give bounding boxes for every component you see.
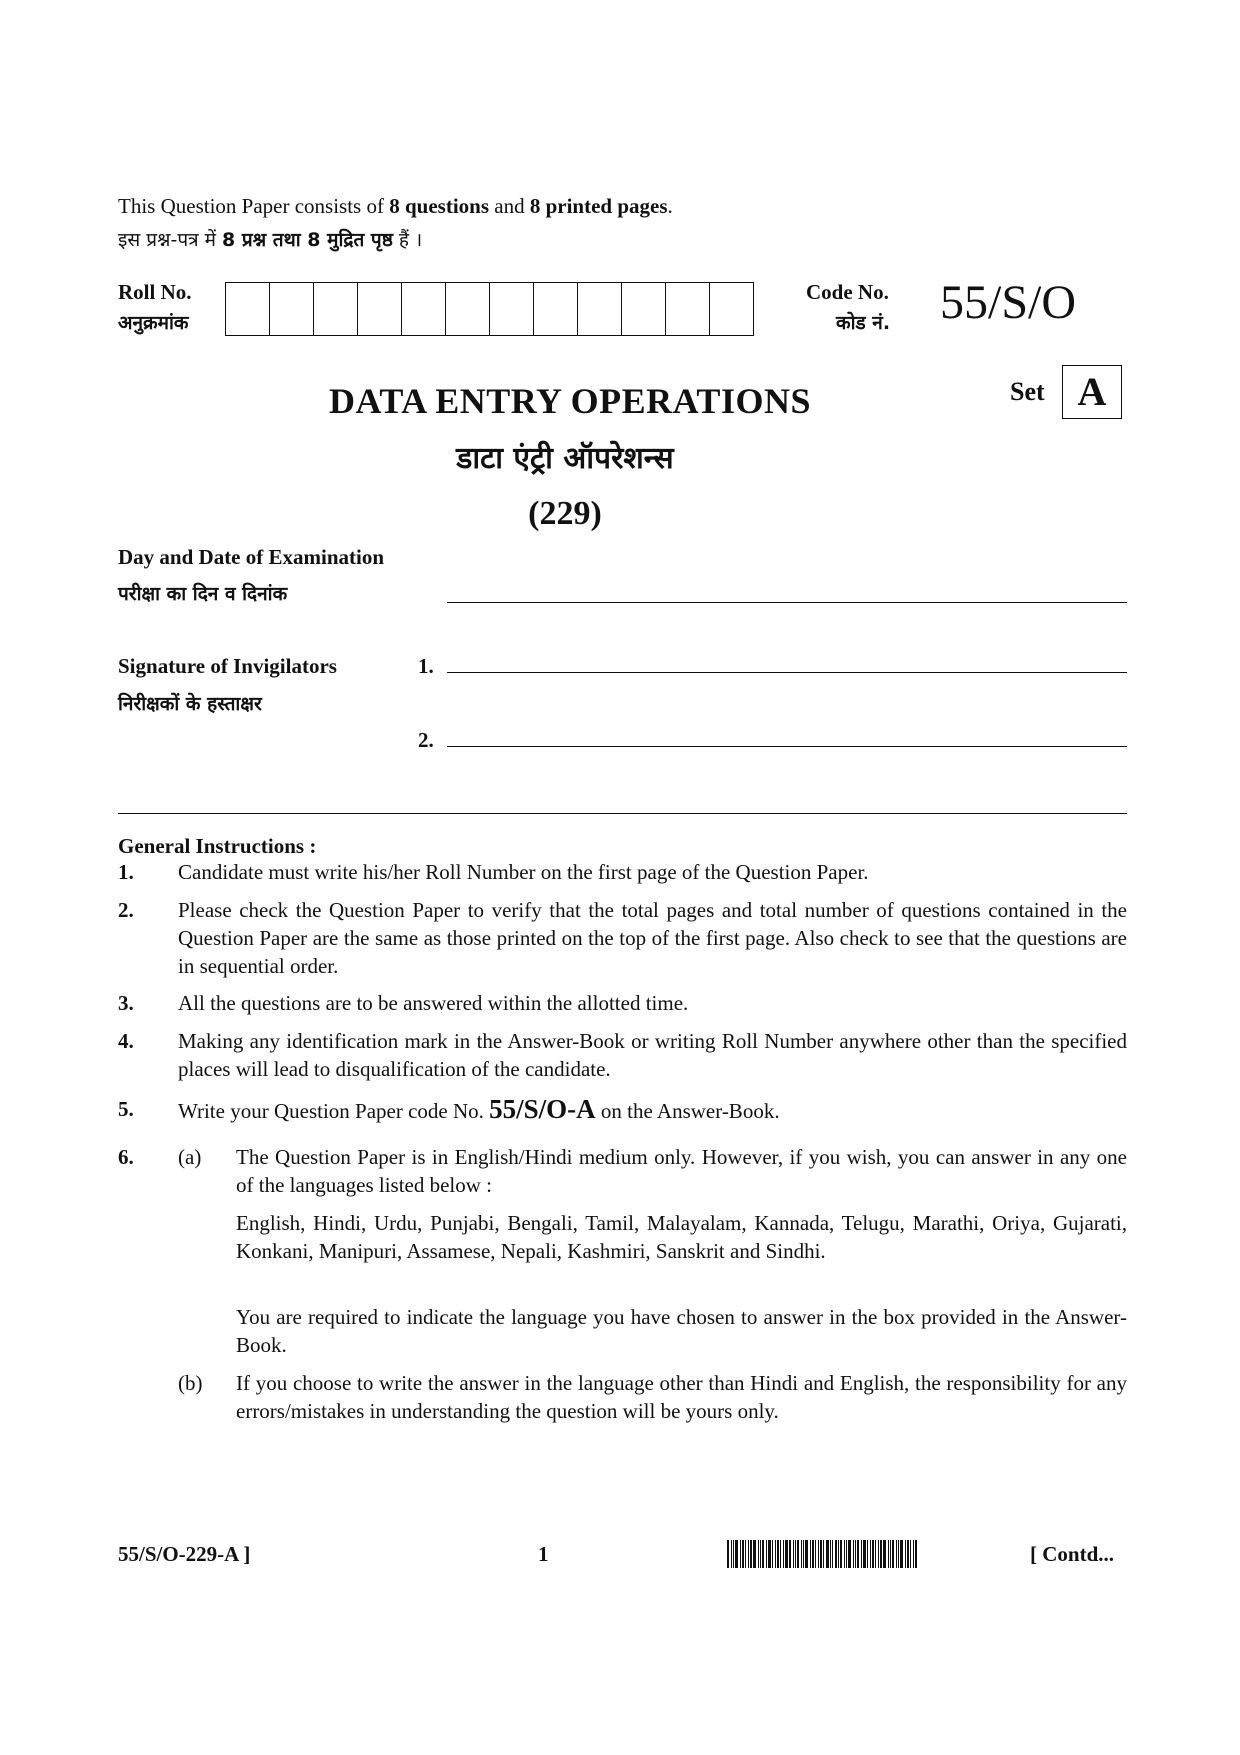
instruction-text: All the questions are to be answered within the allotted time.	[178, 991, 689, 1015]
instruction-item	[118, 896, 1127, 980]
roll-label-en: Roll No.	[118, 280, 192, 304]
exam-day-label-hi: परीक्षा का दिन व दिनांक	[118, 583, 288, 605]
instruction-text: Write your Question Paper code No. 55/S/O-A on the Answer-Book.	[178, 1094, 780, 1124]
barcode-bar	[745, 1540, 746, 1568]
barcode-bar	[875, 1540, 876, 1568]
barcode-bar	[846, 1540, 847, 1568]
barcode-bar	[823, 1540, 824, 1568]
section-divider	[118, 813, 1127, 814]
subject-code: (229)	[528, 495, 602, 532]
barcode-bar	[801, 1540, 802, 1568]
barcode-bar	[826, 1540, 829, 1568]
invigilator-signature-field-1[interactable]	[447, 672, 1127, 673]
barcode-bar	[907, 1540, 909, 1568]
barcode-bar	[898, 1540, 899, 1568]
language-list: English, Hindi, Urdu, Punjabi, Bengali, Tamil, Malayalam, Kannada, Telugu, Marathi, Oriya, Gujarati, Konkani, Manipuri, Assamese, Nepali, Kashmiri, Sanskrit and Sindhi.	[236, 1211, 1127, 1263]
roll-number-box[interactable]	[358, 283, 402, 335]
invigilator-label-en: Signature of Invigilators	[118, 654, 337, 678]
barcode-bar	[855, 1540, 856, 1568]
barcode-bar	[892, 1540, 894, 1568]
barcode-bar	[888, 1540, 889, 1568]
barcode-bar	[748, 1540, 749, 1568]
barcode-bar	[861, 1540, 862, 1568]
barcode-bar	[905, 1540, 906, 1568]
barcode-bar	[753, 1540, 756, 1568]
instruction-number: 5.	[118, 1097, 134, 1121]
barcode-bar	[803, 1540, 804, 1568]
barcode-bar	[857, 1540, 859, 1568]
roll-number-box[interactable]	[490, 283, 534, 335]
barcode-bar	[733, 1540, 734, 1568]
barcode-bar	[832, 1540, 833, 1568]
barcode-bar	[844, 1540, 845, 1568]
barcode-bar	[913, 1540, 914, 1568]
instruction-number: 2.	[118, 898, 134, 922]
roll-number-box[interactable]	[534, 283, 578, 335]
barcode-bar	[775, 1540, 776, 1568]
barcode-bar	[830, 1540, 831, 1568]
instruction-item	[118, 989, 1127, 1017]
instruction-text: Please check the Question Paper to verify that the total pages and total number of questions contained in the Question Paper are the same as those printed on the top of the first page. Also check to see that the questions are in sequential order.	[178, 898, 1127, 978]
paper-summary-hi: इस प्रश्न-पत्र में 8 प्रश्न तथा 8 मुद्रित पृष्ठ हैं ।	[118, 229, 423, 251]
instruction-text: Candidate must write his/her Roll Number on the first page of the Question Paper.	[178, 860, 869, 884]
roll-number-box[interactable]	[446, 283, 490, 335]
roll-label-hi: अनुक्रमांक	[118, 312, 189, 334]
barcode-bar	[780, 1540, 781, 1568]
barcode-bar	[805, 1540, 808, 1568]
invigilator-label-hi: निरीक्षकों के हस्ताक्षर	[118, 693, 262, 715]
instructions-title: General Instructions :	[118, 834, 317, 858]
exam-day-label-en: Day and Date of Examination	[118, 545, 385, 569]
instruction-item	[118, 1095, 1127, 1125]
barcode-bar	[793, 1540, 794, 1568]
barcode-bar	[815, 1540, 816, 1568]
roll-number-box[interactable]	[710, 283, 754, 335]
code-label-en: Code No.	[806, 280, 889, 304]
barcode-bar	[870, 1540, 871, 1568]
barcode-image	[727, 1540, 1007, 1568]
barcode-bar	[768, 1540, 771, 1568]
instruction-number: 6.	[118, 1145, 134, 1169]
barcode-bar	[750, 1540, 752, 1568]
barcode-bar	[777, 1540, 779, 1568]
barcode-bar	[838, 1540, 839, 1568]
barcode-bar	[872, 1540, 874, 1568]
barcode-bar	[867, 1540, 868, 1568]
code-label-hi: कोड नं.	[836, 312, 891, 334]
barcode-bar	[840, 1540, 842, 1568]
barcode-bar	[915, 1540, 917, 1568]
barcode-bar	[772, 1540, 773, 1568]
invigilator-number-1: 1.	[418, 654, 434, 678]
instruction-number: 4.	[118, 1029, 134, 1053]
barcode-bar	[735, 1540, 738, 1568]
barcode-bar	[783, 1540, 784, 1568]
barcode-bar	[810, 1540, 811, 1568]
set-box: A	[1062, 365, 1122, 419]
roll-number-box[interactable]	[578, 283, 622, 335]
instruction-item	[118, 1027, 1127, 1083]
barcode-bar	[890, 1540, 891, 1568]
barcode-bar	[848, 1540, 851, 1568]
barcode-bar	[762, 1540, 764, 1568]
barcode-bar	[789, 1540, 791, 1568]
roll-number-box[interactable]	[226, 283, 270, 335]
instruction-number: 3.	[118, 991, 134, 1015]
barcode-bar	[883, 1540, 886, 1568]
roll-number-box[interactable]	[666, 283, 710, 335]
roll-number-box[interactable]	[402, 283, 446, 335]
instruction-item	[118, 858, 1127, 886]
barcode-bar	[760, 1540, 761, 1568]
exam-day-field[interactable]	[447, 602, 1127, 603]
instruction-number: 1.	[118, 860, 134, 884]
sub-item-text: The Question Paper is in English/Hindi medium only. However, if you wish, you can answer in any one of the languages listed below :	[236, 1145, 1127, 1197]
barcode-bar	[900, 1540, 903, 1568]
barcode-bar	[818, 1540, 819, 1568]
roll-number-boxes[interactable]	[225, 282, 754, 336]
roll-number-box[interactable]	[314, 283, 358, 335]
sub-item-text: If you choose to write the answer in the language other than Hindi and English, the responsibility for any errors/mistakes in understanding the question will be yours only.	[236, 1371, 1127, 1423]
barcode-bar	[795, 1540, 796, 1568]
barcode-bar	[731, 1540, 732, 1568]
continued-label: [ Contd...	[1030, 1542, 1115, 1566]
barcode-bar	[835, 1540, 837, 1568]
barcode-bar	[878, 1540, 879, 1568]
barcode-bar	[758, 1540, 759, 1568]
barcode-bar	[742, 1540, 744, 1568]
invigilator-signature-field-2[interactable]	[447, 746, 1127, 747]
barcode-bar	[740, 1540, 741, 1568]
sub-item-label: (a)	[178, 1145, 202, 1169]
set-label: Set	[1010, 377, 1045, 406]
roll-number-box[interactable]	[622, 283, 666, 335]
instruction-item	[118, 1143, 1127, 1473]
barcode-bar	[880, 1540, 882, 1568]
invigilator-number-2: 2.	[418, 728, 434, 752]
paper-summary-en: This Question Paper consists of 8 questions and 8 printed pages.	[118, 194, 673, 218]
barcode-bar	[766, 1540, 767, 1568]
paper-title-hi: डाटा एंट्री ऑपरेशन्स	[456, 441, 674, 476]
paper-title: DATA ENTRY OPERATIONS	[329, 381, 811, 421]
sub-item-label: (b)	[178, 1371, 203, 1395]
roll-number-box[interactable]	[270, 283, 314, 335]
barcode-bar	[812, 1540, 814, 1568]
page-number: 1	[538, 1542, 549, 1566]
barcode-bar	[820, 1540, 822, 1568]
language-note: You are required to indicate the language you have chosen to answer in the box provided in the Answer-Book.	[236, 1305, 1127, 1357]
barcode-bar	[863, 1540, 866, 1568]
barcode-bar	[785, 1540, 788, 1568]
code-number: 55/S/O	[940, 276, 1077, 329]
instruction-text: Making any identification mark in the Answer-Book or writing Roll Number anywhere other than the specified places will lead to disqualification of the candidate.	[178, 1029, 1127, 1081]
barcode-bar	[896, 1540, 897, 1568]
barcode-bar	[853, 1540, 854, 1568]
barcode-bar	[727, 1540, 729, 1568]
barcode-bar	[910, 1540, 911, 1568]
barcode-bar	[797, 1540, 799, 1568]
footer-paper-code: 55/S/O-229-A ]	[118, 1542, 251, 1566]
answer-book-code: 55/S/O-A	[489, 1094, 596, 1124]
